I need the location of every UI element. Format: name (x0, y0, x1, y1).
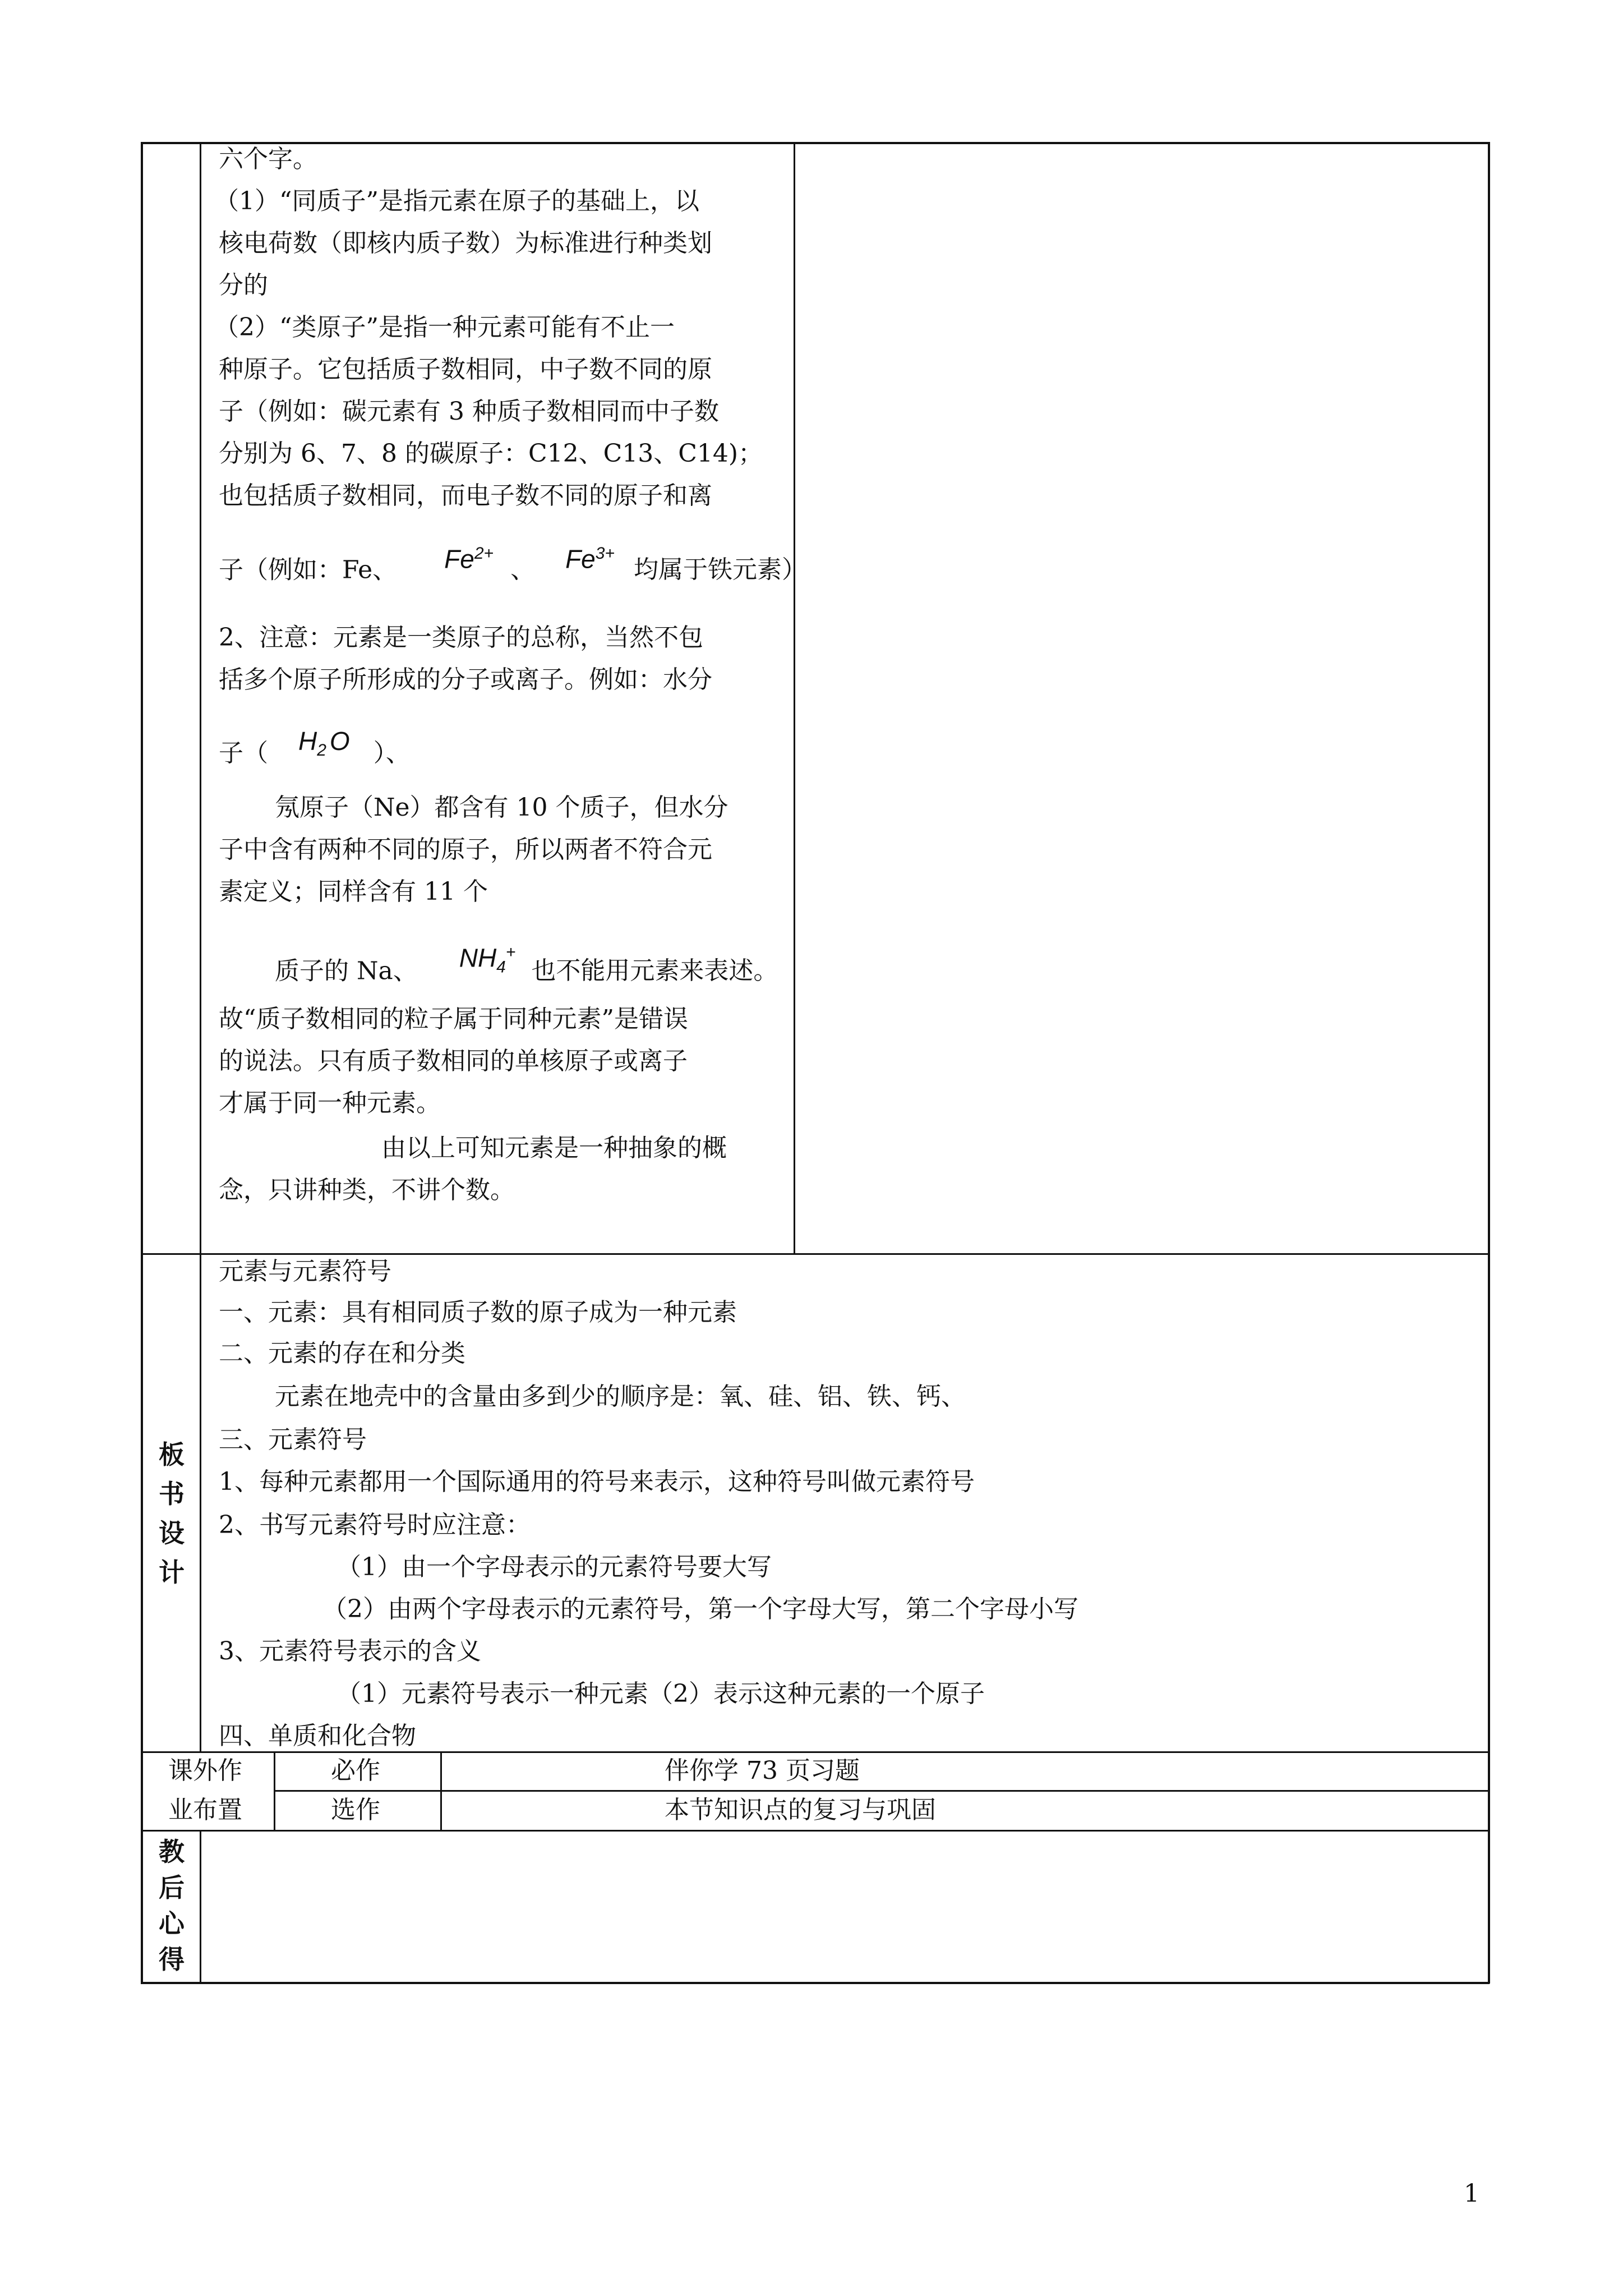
text-line: 种原子。它包括质子数相同，中子数不同的原 (219, 355, 712, 384)
ammonium-prefix: 质子的 Na、 (275, 956, 418, 986)
text-line: 子（例如：碳元素有 3 种质子数相同而中子数 (219, 397, 719, 426)
board-line: 二、元素的存在和分类 (219, 1339, 465, 1368)
homework-label-line: 课外作 (168, 1756, 242, 1785)
board-line: 四、单质和化合物 (219, 1722, 416, 1750)
table-border-right (1488, 142, 1490, 1984)
homework-type-divider (440, 1751, 442, 1831)
table-border-bottom (141, 1982, 1490, 1984)
water-formula: $H_2$ O (298, 726, 350, 760)
label-column-divider-lower (200, 1831, 201, 1984)
reflection-label-char: 心 (159, 1908, 185, 1939)
label-column-divider (200, 142, 201, 1752)
board-line: （2）由两个字母表示的元素符号，第一个字母大写，第二个字母小写 (322, 1595, 1078, 1623)
table-border-top (141, 142, 1490, 144)
ammonium-suffix: 也不能用元素来表述。 (531, 956, 778, 986)
text-line: （1）“同质子”是指元素在原子的基础上，以 (214, 187, 699, 215)
text-line: 才属于同一种元素。 (219, 1089, 441, 1117)
text-line: 故“质子数相同的粒子属于同种元素”是错误 (219, 1005, 688, 1033)
text-line: 的说法。只有质子数相同的单核原子或离子 (219, 1047, 688, 1075)
iron-ion-suffix: 均属于铁元素） (633, 555, 806, 585)
ammonium-line (275, 943, 778, 988)
board-line: 3、元素符号表示的含义 (219, 1637, 481, 1665)
optional-homework-label: 选作 (331, 1796, 380, 1824)
required-homework-label: 必作 (331, 1756, 380, 1785)
row-divider-2 (141, 1751, 1490, 1753)
iron-ion-line (219, 544, 806, 585)
table-border-left (141, 142, 143, 1984)
required-homework-text: 伴你学 73 页习题 (665, 1756, 860, 1785)
ammonium-formula: $NH_4^+$ (459, 943, 516, 977)
board-label-char: 设 (159, 1518, 185, 1548)
board-line: 元素与元素符号 (219, 1257, 391, 1286)
text-line: 分的 (219, 271, 268, 300)
board-line: 元素在地壳中的含量由多到少的顺序是：氧、硅、铝、铁、钙、 (275, 1382, 966, 1411)
text-line: 素定义；同样含有 11 个 (219, 877, 488, 906)
homework-row-divider (274, 1790, 1490, 1792)
board-line: 1、每种元素都用一个国际通用的符号来表示，这种符号叫做元素符号 (219, 1467, 975, 1496)
water-suffix: ）、 (373, 739, 411, 767)
row-divider-3 (141, 1830, 1490, 1832)
board-label-char: 书 (159, 1479, 185, 1509)
text-line: 由以上可知元素是一种抽象的概 (381, 1134, 727, 1162)
reflection-label-char: 得 (159, 1944, 185, 1975)
text-line: 念，只讲种类，不讲个数。 (219, 1176, 515, 1204)
text-line: 氖原子（Ne）都含有 10 个质子，但水分 (275, 793, 728, 822)
board-line: 2、书写元素符号时应注意： (219, 1511, 531, 1539)
optional-homework-text: 本节知识点的复习与巩固 (665, 1796, 936, 1824)
homework-label-line: 业布置 (168, 1796, 242, 1824)
iron-ion-separator: 、 (510, 555, 536, 585)
board-label-char: 板 (159, 1439, 185, 1470)
homework-label-divider (274, 1751, 275, 1831)
text-line: 2、注意：元素是一类原子的总称，当然不包 (219, 623, 703, 652)
reflection-label-char: 教 (159, 1837, 185, 1867)
text-line: 分别为 6、7、8 的碳原子：C12、C13、C14)； (219, 439, 763, 468)
reflection-content (202, 1832, 1486, 1981)
water-prefix: 子（ (219, 739, 268, 767)
iron-2plus-formula: $Fe^{2+}$ (444, 544, 494, 574)
page-number: 1 (1464, 2179, 1479, 2208)
text-line: 核电荷数（即核内质子数）为标准进行种类划 (219, 229, 712, 257)
text-line: （2）“类原子”是指一种元素可能有不止一 (214, 313, 675, 342)
board-line: 一、元素：具有相同质子数的原子成为一种元素 (219, 1298, 737, 1327)
text-line: 也包括质子数相同，而电子数不同的原子和离 (219, 481, 712, 510)
water-formula-line (219, 726, 411, 770)
middle-column-divider (794, 142, 795, 1255)
reflection-label-char: 后 (159, 1872, 185, 1903)
text-line: 括多个原子所形成的分子或离子。例如：水分 (219, 665, 712, 694)
text-line: 六个字。 (219, 145, 317, 173)
iron-ion-prefix: 子（例如：Fe、 (219, 555, 398, 585)
board-label-char: 计 (159, 1557, 185, 1588)
text-line: 子中含有两种不同的原子，所以两者不符合元 (219, 835, 712, 864)
iron-3plus-formula: $Fe^{3+}$ (565, 544, 615, 574)
board-line: （1）由一个字母表示的元素符号要大写 (336, 1553, 772, 1581)
board-line: （1）元素符号表示一种元素（2）表示这种元素的一个原子 (336, 1680, 985, 1708)
row-divider-1 (141, 1253, 1490, 1255)
board-line: 三、元素符号 (219, 1425, 367, 1454)
